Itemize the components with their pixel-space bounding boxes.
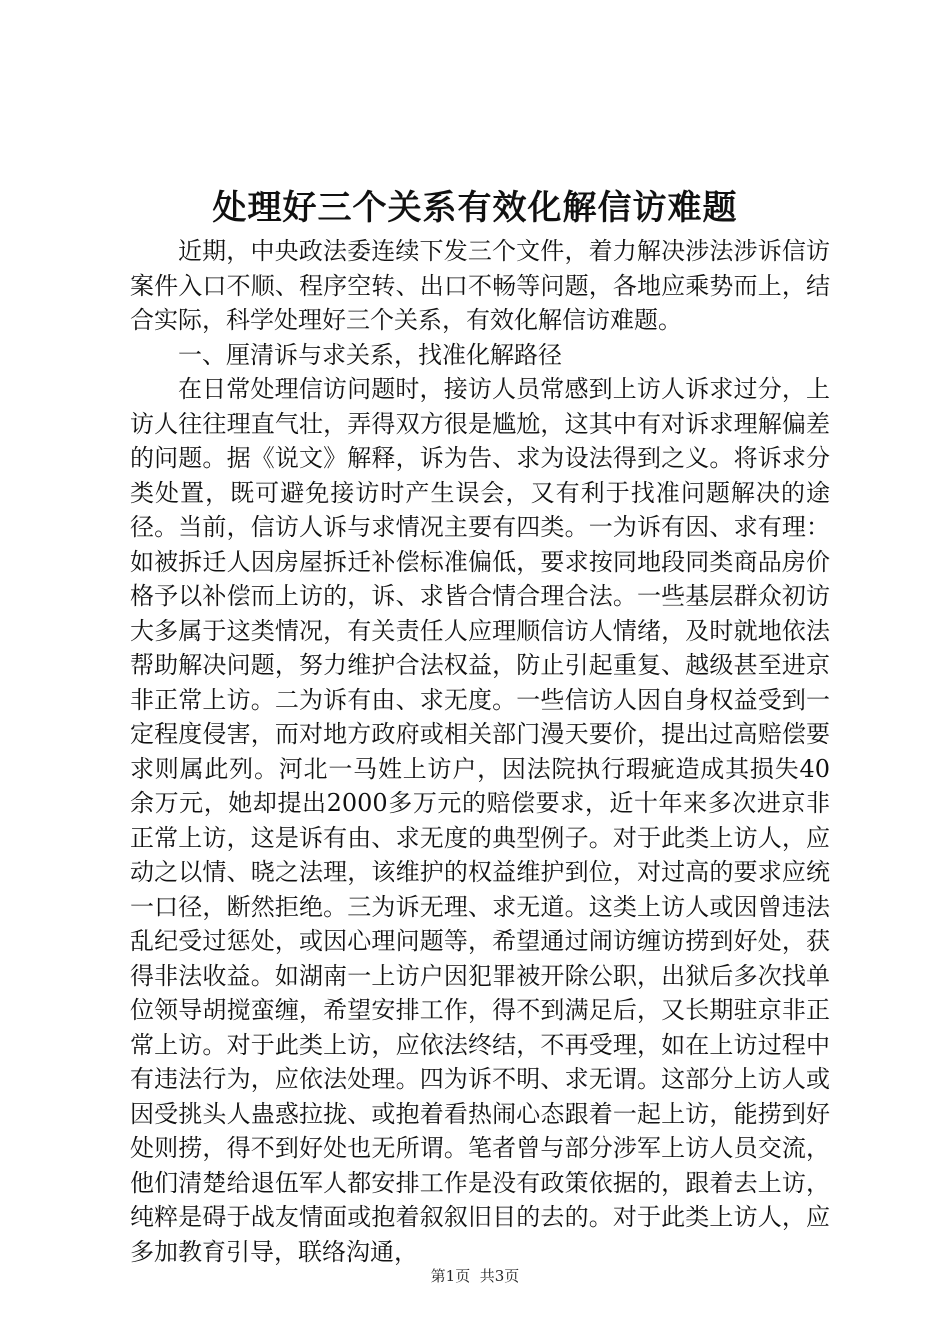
- section-heading: 一、厘清诉与求关系，找准化解路径: [178, 340, 562, 369]
- body-paragraph: 在日常处理信访问题时，接访人员常感到上访人诉求过分，上访人往往理直气壮，弄得双方很是尴尬，这其中有对诉求理解偏差的问题。据《说文》解释，诉为告、求为设法得到之义。将诉求分类处置，既可避免接访时产生误会，又有利于找准问题解决的途径。当前，信访人诉与求情况主要有四类。一为诉有因、求有理：如被拆迁人因房屋拆迁补偿标准偏低，要求按同地段同类商品房价格予以补偿而上访的，诉、求皆合情合理合法。一些基层群众初访大多属于这类情况，有关责任人应理顺信访人情绪，及时就地依法帮助解决问题，努力维护合法权益，防止引起重复、越级甚至进京非正常上访。二为诉有由、求无度。一些信访人因自身权益受到一定程度侵害，而对地方政府或相关部门漫天要价，提出过高赔偿要求则属此列。河北一马姓上访户，因法院执行瑕疵造成其损失40余万元，她却提出2000多万元的赔偿要求，近十年来多次进京非正常上访，这是诉有由、求无度的典型例子。对于此类上访人，应动之以情、晓之法理，该维护的权益维护到位，对过高的要求应统一口径，断然拒绝。三为诉无理、求无道。这类上访人或因曾违法乱纪受过惩处，或因心理问题等，希望通过闹访缠访捞到好处，获得非法收益。如湖南一上访户因犯罪被开除公职，出狱后多次找单位领导胡搅蛮缠，希望安排工作，得不到满足后，又长期驻京非正常上访。对于此类上访，应依法终结，不再受理，如在上访过程中有违法行为，应依法处理。四为诉不明、求无谓。这部分上访人或因受挑头人蛊惑拉拢、或抱着看热闹心态跟着一起上访，能捞到好处则捞，得不到好处也无所谓。笔者曾与部分涉军上访人员交流，他们清楚给退伍军人都安排工作是没有政策依据的，跟着去上访，纯粹是碍于战友情面或抱着叙叙旧目的去的。对于此类上访人，应多加教育引导，联络沟通，: [130, 375, 830, 1266]
- page-footer: [0, 1266, 950, 1286]
- intro-paragraph: 近期，中央政法委连续下发三个文件，着力解决涉法涉诉信访案件入口不顺、程序空转、出口不畅等问题，各地应乘势而上，结合实际，科学处理好三个关系，有效化解信访难题。: [130, 237, 830, 334]
- document-title: 处理好三个关系有效化解信访难题: [212, 188, 738, 228]
- page-number: 第1页: [430, 1267, 471, 1285]
- page-total: 共3页: [479, 1267, 520, 1285]
- document-body: [130, 234, 830, 1269]
